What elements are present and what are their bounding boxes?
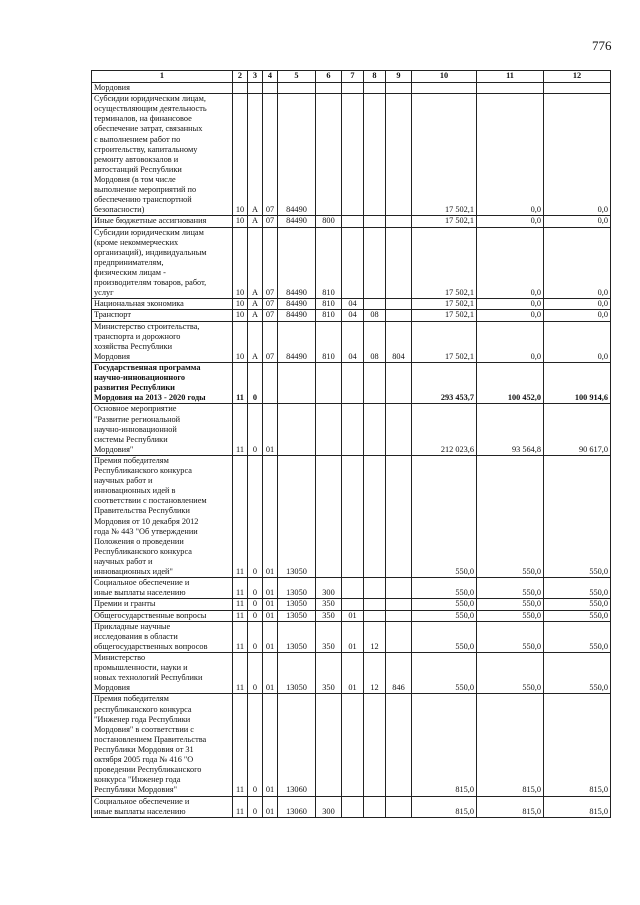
cell-amount-col10	[412, 83, 477, 94]
cell-code-4: 07	[263, 299, 278, 310]
cell-amount-col10: 550,0	[412, 455, 477, 577]
table-row	[92, 362, 611, 403]
table-header-row	[92, 71, 611, 83]
row-description: Субсидии юридическим лицам (кроме некоммерческих организаций), индивидуальным предпринимателям, физическим лицам - производителям товаров, работ, услуг	[92, 227, 233, 299]
header-cell: 1	[92, 71, 233, 83]
cell-expense-type	[316, 362, 342, 403]
budget-table	[91, 70, 611, 818]
cell-ministry	[386, 404, 412, 456]
table-row	[92, 299, 611, 310]
cell-amount-col12: 0,0	[544, 310, 611, 321]
cell-section	[342, 796, 364, 817]
cell-section: 04	[342, 321, 364, 362]
cell-expense-type: 810	[316, 227, 342, 299]
cell-code-4: 01	[263, 621, 278, 652]
cell-target-article	[278, 404, 316, 456]
cell-target-article	[278, 362, 316, 403]
cell-expense-type	[316, 404, 342, 456]
row-description: Мордовия	[92, 83, 233, 94]
table-row	[92, 455, 611, 577]
cell-code-3: 0	[248, 621, 263, 652]
cell-code-3: 0	[248, 796, 263, 817]
cell-section: 04	[342, 299, 364, 310]
cell-amount-col10: 17 502,1	[412, 321, 477, 362]
cell-amount-col11: 815,0	[477, 796, 544, 817]
header-cell: 3	[248, 71, 263, 83]
cell-amount-col11: 0,0	[477, 321, 544, 362]
cell-amount-col12: 0,0	[544, 299, 611, 310]
cell-amount-col12: 100 914,6	[544, 362, 611, 403]
cell-code-2: 10	[233, 321, 248, 362]
cell-ministry	[386, 694, 412, 796]
cell-code-2: 11	[233, 694, 248, 796]
cell-expense-type: 350	[316, 621, 342, 652]
cell-amount-col12: 550,0	[544, 621, 611, 652]
cell-expense-type: 350	[316, 653, 342, 694]
cell-subsection: 08	[364, 310, 386, 321]
cell-section: 04	[342, 310, 364, 321]
cell-code-4: 01	[263, 796, 278, 817]
cell-expense-type	[316, 83, 342, 94]
cell-code-4: 07	[263, 310, 278, 321]
cell-subsection	[364, 599, 386, 610]
cell-amount-col10: 550,0	[412, 621, 477, 652]
cell-section: 01	[342, 621, 364, 652]
row-description: Национальная экономика	[92, 299, 233, 310]
table-row	[92, 94, 611, 216]
cell-section	[342, 94, 364, 216]
cell-amount-col12: 815,0	[544, 796, 611, 817]
cell-code-3: А	[248, 299, 263, 310]
cell-expense-type	[316, 455, 342, 577]
cell-amount-col12: 550,0	[544, 599, 611, 610]
cell-ministry	[386, 796, 412, 817]
row-description: Премия победителям Республиканского конкурса научных работ и инновационных идей в соответствии с постановлением Правительства Республики Мордовия от 10 декабря 2012 года № 443 "Об утверждении Положения о проведении Республиканского конкурса научных работ и инновационных идей"	[92, 455, 233, 577]
row-description: Субсидии юридическим лицам, осуществляющим деятельность терминалов, на финансовое обеспечение затрат, связанных с выполнением работ по строительству, капитальному ремонту автовокзалов и автостанций Республики Мордовия (в том числе выполнение мероприятий по обеспечению транспортной безопасности)	[92, 94, 233, 216]
row-description: Министерство строительства, транспорта и дорожного хозяйства Республики Мордовия	[92, 321, 233, 362]
cell-amount-col11	[477, 83, 544, 94]
cell-code-2: 11	[233, 610, 248, 621]
header-cell: 4	[263, 71, 278, 83]
cell-amount-col12: 550,0	[544, 653, 611, 694]
cell-ministry	[386, 599, 412, 610]
header-cell: 5	[278, 71, 316, 83]
cell-subsection	[364, 455, 386, 577]
cell-ministry	[386, 610, 412, 621]
table-row	[92, 404, 611, 456]
cell-code-3: А	[248, 321, 263, 362]
table-row	[92, 83, 611, 94]
cell-amount-col10: 293 453,7	[412, 362, 477, 403]
cell-code-2: 11	[233, 621, 248, 652]
cell-expense-type: 350	[316, 610, 342, 621]
cell-section	[342, 455, 364, 577]
cell-ministry	[386, 578, 412, 599]
cell-expense-type	[316, 694, 342, 796]
cell-code-4: 01	[263, 455, 278, 577]
row-description: Государственная программа научно-инновационного развития Республики Мордовия на 2013 - 2020 годы	[92, 362, 233, 403]
table-row	[92, 321, 611, 362]
cell-target-article: 13060	[278, 796, 316, 817]
cell-ministry	[386, 216, 412, 227]
cell-section	[342, 227, 364, 299]
cell-section	[342, 216, 364, 227]
cell-code-2: 10	[233, 94, 248, 216]
row-description: Прикладные научные исследования в области общегосударственных вопросов	[92, 621, 233, 652]
cell-amount-col10: 17 502,1	[412, 310, 477, 321]
cell-code-3: 0	[248, 610, 263, 621]
table-row	[92, 578, 611, 599]
cell-code-3: А	[248, 216, 263, 227]
row-description: Министерство промышленности, науки и новых технологий Республики Мордовия	[92, 653, 233, 694]
cell-amount-col12: 550,0	[544, 455, 611, 577]
cell-code-2: 10	[233, 227, 248, 299]
cell-ministry	[386, 362, 412, 403]
cell-amount-col11: 0,0	[477, 227, 544, 299]
cell-ministry	[386, 83, 412, 94]
cell-code-2: 11	[233, 455, 248, 577]
cell-amount-col11: 0,0	[477, 299, 544, 310]
cell-target-article: 84490	[278, 321, 316, 362]
row-description: Социальное обеспечение и иные выплаты населению	[92, 578, 233, 599]
cell-expense-type: 810	[316, 299, 342, 310]
cell-ministry: 846	[386, 653, 412, 694]
cell-expense-type: 300	[316, 796, 342, 817]
cell-ministry: 804	[386, 321, 412, 362]
cell-target-article: 84490	[278, 227, 316, 299]
cell-ministry	[386, 299, 412, 310]
row-description: Транспорт	[92, 310, 233, 321]
header-cell: 10	[412, 71, 477, 83]
cell-code-2	[233, 83, 248, 94]
cell-subsection	[364, 299, 386, 310]
cell-amount-col11: 93 564,8	[477, 404, 544, 456]
row-description: Премии и гранты	[92, 599, 233, 610]
cell-amount-col11: 550,0	[477, 599, 544, 610]
cell-ministry	[386, 94, 412, 216]
cell-target-article: 84490	[278, 216, 316, 227]
cell-code-2: 11	[233, 404, 248, 456]
cell-ministry	[386, 310, 412, 321]
cell-subsection	[364, 83, 386, 94]
cell-expense-type: 350	[316, 599, 342, 610]
cell-section	[342, 83, 364, 94]
cell-code-4: 01	[263, 653, 278, 694]
header-cell: 9	[386, 71, 412, 83]
cell-amount-col11: 815,0	[477, 694, 544, 796]
row-description: Основное мероприятие "Развитие региональной научно-инновационной системы Республики Мордовия"	[92, 404, 233, 456]
cell-subsection	[364, 227, 386, 299]
cell-code-2: 11	[233, 578, 248, 599]
cell-code-4: 07	[263, 321, 278, 362]
cell-subsection: 12	[364, 621, 386, 652]
table-row	[92, 599, 611, 610]
cell-amount-col11: 0,0	[477, 310, 544, 321]
cell-subsection	[364, 694, 386, 796]
cell-amount-col12	[544, 83, 611, 94]
table-row	[92, 610, 611, 621]
cell-expense-type: 300	[316, 578, 342, 599]
cell-target-article: 13050	[278, 455, 316, 577]
cell-amount-col12: 550,0	[544, 578, 611, 599]
cell-subsection: 12	[364, 653, 386, 694]
cell-subsection	[364, 610, 386, 621]
cell-ministry	[386, 227, 412, 299]
table-row	[92, 310, 611, 321]
cell-amount-col11: 550,0	[477, 455, 544, 577]
cell-amount-col11: 0,0	[477, 94, 544, 216]
cell-target-article: 13060	[278, 694, 316, 796]
cell-amount-col11: 550,0	[477, 621, 544, 652]
cell-amount-col11: 0,0	[477, 216, 544, 227]
cell-code-3: 0	[248, 455, 263, 577]
table-row	[92, 227, 611, 299]
header-cell: 7	[342, 71, 364, 83]
cell-amount-col12: 550,0	[544, 610, 611, 621]
cell-amount-col11: 550,0	[477, 610, 544, 621]
header-cell: 11	[477, 71, 544, 83]
cell-amount-col12: 0,0	[544, 321, 611, 362]
page-number: 776	[592, 38, 612, 53]
cell-code-2: 10	[233, 216, 248, 227]
table-row	[92, 694, 611, 796]
cell-code-4: 01	[263, 694, 278, 796]
cell-section: 01	[342, 653, 364, 694]
row-description: Иные бюджетные ассигнования	[92, 216, 233, 227]
header-cell: 12	[544, 71, 611, 83]
cell-section: 01	[342, 610, 364, 621]
cell-code-4: 01	[263, 599, 278, 610]
cell-code-3: 0	[248, 653, 263, 694]
cell-amount-col12: 0,0	[544, 94, 611, 216]
cell-amount-col10: 17 502,1	[412, 216, 477, 227]
header-cell: 2	[233, 71, 248, 83]
cell-amount-col10: 550,0	[412, 578, 477, 599]
cell-amount-col10: 17 502,1	[412, 94, 477, 216]
cell-amount-col12: 815,0	[544, 694, 611, 796]
cell-section	[342, 362, 364, 403]
cell-expense-type: 810	[316, 310, 342, 321]
cell-code-2: 11	[233, 796, 248, 817]
cell-code-3: 0	[248, 404, 263, 456]
cell-target-article: 84490	[278, 94, 316, 216]
cell-section	[342, 694, 364, 796]
cell-ministry	[386, 621, 412, 652]
cell-expense-type: 810	[316, 321, 342, 362]
cell-amount-col11: 100 452,0	[477, 362, 544, 403]
cell-subsection	[364, 216, 386, 227]
row-description: Премия победителям республиканского конкурса "Инженер года Республики Мордовия" в соответствии с постановлением Правительства Республики Мордовия от 31 октября 2005 года № 416 "О проведении Республиканского конкурса "Инженер года Республики Мордовия"	[92, 694, 233, 796]
cell-target-article: 13050	[278, 653, 316, 694]
cell-code-2: 11	[233, 653, 248, 694]
header-cell: 8	[364, 71, 386, 83]
cell-code-4	[263, 362, 278, 403]
cell-code-4: 07	[263, 216, 278, 227]
cell-amount-col11: 550,0	[477, 653, 544, 694]
cell-subsection	[364, 796, 386, 817]
cell-code-3: А	[248, 94, 263, 216]
cell-amount-col10: 815,0	[412, 796, 477, 817]
row-description: Социальное обеспечение и иные выплаты населению	[92, 796, 233, 817]
cell-amount-col10: 17 502,1	[412, 299, 477, 310]
table-row	[92, 216, 611, 227]
table-row	[92, 653, 611, 694]
row-description: Общегосударственные вопросы	[92, 610, 233, 621]
cell-code-2: 11	[233, 362, 248, 403]
cell-amount-col11: 550,0	[477, 578, 544, 599]
cell-subsection	[364, 404, 386, 456]
cell-code-4: 07	[263, 94, 278, 216]
cell-amount-col10: 550,0	[412, 610, 477, 621]
cell-target-article: 13050	[278, 578, 316, 599]
header-cell: 6	[316, 71, 342, 83]
cell-amount-col10: 550,0	[412, 653, 477, 694]
cell-code-3: 0	[248, 599, 263, 610]
cell-target-article: 84490	[278, 310, 316, 321]
cell-amount-col12: 0,0	[544, 227, 611, 299]
cell-amount-col12: 90 617,0	[544, 404, 611, 456]
cell-amount-col10: 17 502,1	[412, 227, 477, 299]
cell-target-article: 13050	[278, 610, 316, 621]
cell-code-3: 0	[248, 694, 263, 796]
cell-subsection	[364, 578, 386, 599]
cell-code-3: 0	[248, 578, 263, 599]
cell-expense-type: 800	[316, 216, 342, 227]
cell-code-4	[263, 83, 278, 94]
cell-target-article: 84490	[278, 299, 316, 310]
cell-target-article	[278, 83, 316, 94]
cell-code-4: 07	[263, 227, 278, 299]
cell-code-4: 01	[263, 610, 278, 621]
cell-target-article: 13050	[278, 599, 316, 610]
cell-section	[342, 599, 364, 610]
cell-code-3: А	[248, 310, 263, 321]
cell-code-3: 0	[248, 362, 263, 403]
cell-subsection	[364, 362, 386, 403]
cell-code-4: 01	[263, 578, 278, 599]
cell-section	[342, 578, 364, 599]
cell-amount-col10: 550,0	[412, 599, 477, 610]
cell-subsection: 08	[364, 321, 386, 362]
cell-code-3	[248, 83, 263, 94]
table-row	[92, 621, 611, 652]
cell-code-3: А	[248, 227, 263, 299]
cell-amount-col12: 0,0	[544, 216, 611, 227]
cell-section	[342, 404, 364, 456]
cell-target-article: 13050	[278, 621, 316, 652]
cell-ministry	[386, 455, 412, 577]
cell-amount-col10: 815,0	[412, 694, 477, 796]
cell-code-2: 10	[233, 299, 248, 310]
table-row	[92, 796, 611, 817]
cell-code-2: 10	[233, 310, 248, 321]
cell-amount-col10: 212 023,6	[412, 404, 477, 456]
cell-code-4: 01	[263, 404, 278, 456]
cell-code-2: 11	[233, 599, 248, 610]
cell-subsection	[364, 94, 386, 216]
cell-expense-type	[316, 94, 342, 216]
